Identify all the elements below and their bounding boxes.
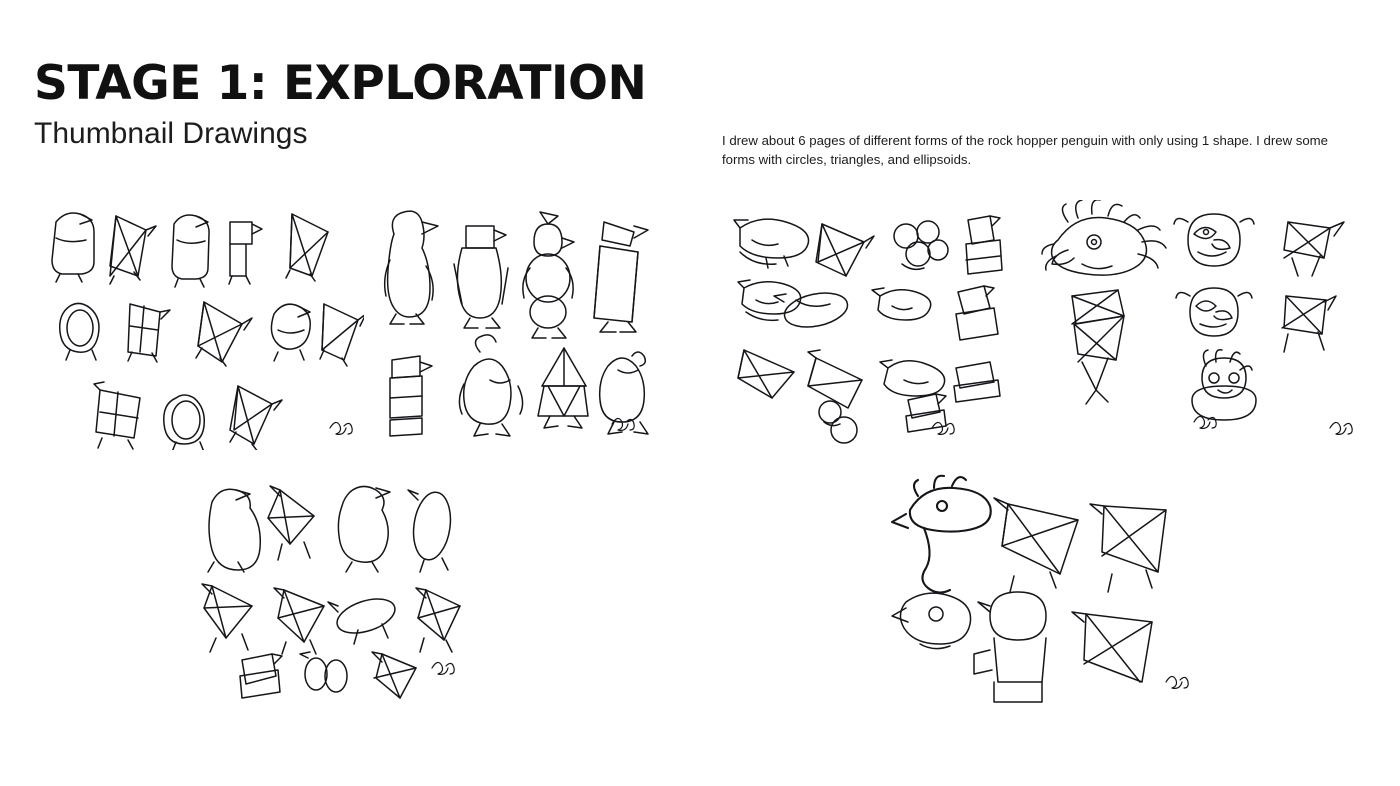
sketch-plate-2: [368, 200, 668, 450]
sketch-plate-5: [186, 470, 506, 700]
penguin-thumbnail-drawings-4: [1038, 200, 1368, 450]
header-block: [34, 56, 674, 150]
sketch-plate-1: [34, 200, 364, 450]
penguin-thumbnail-drawings-2: [368, 200, 668, 450]
page-title: STAGE 1: EXPLORATION: [34, 56, 647, 111]
description-paragraph: I drew about 6 pages of different forms of the rock hopper penguin with only using 1 shape. I drew some forms with circles, triangles, and ellipsoids.: [722, 133, 1329, 168]
page-subtitle: Thumbnail Drawings: [34, 117, 308, 150]
sketch-plate-3: [722, 200, 1022, 450]
penguin-thumbnail-drawings-3: [722, 200, 1022, 450]
sketch-plate-6: [890, 470, 1210, 710]
penguin-thumbnail-drawings-1: [34, 200, 364, 450]
penguin-thumbnail-drawings-6: [890, 470, 1210, 710]
penguin-thumbnail-drawings-5: [186, 470, 506, 700]
sketch-plate-4: [1038, 200, 1368, 450]
